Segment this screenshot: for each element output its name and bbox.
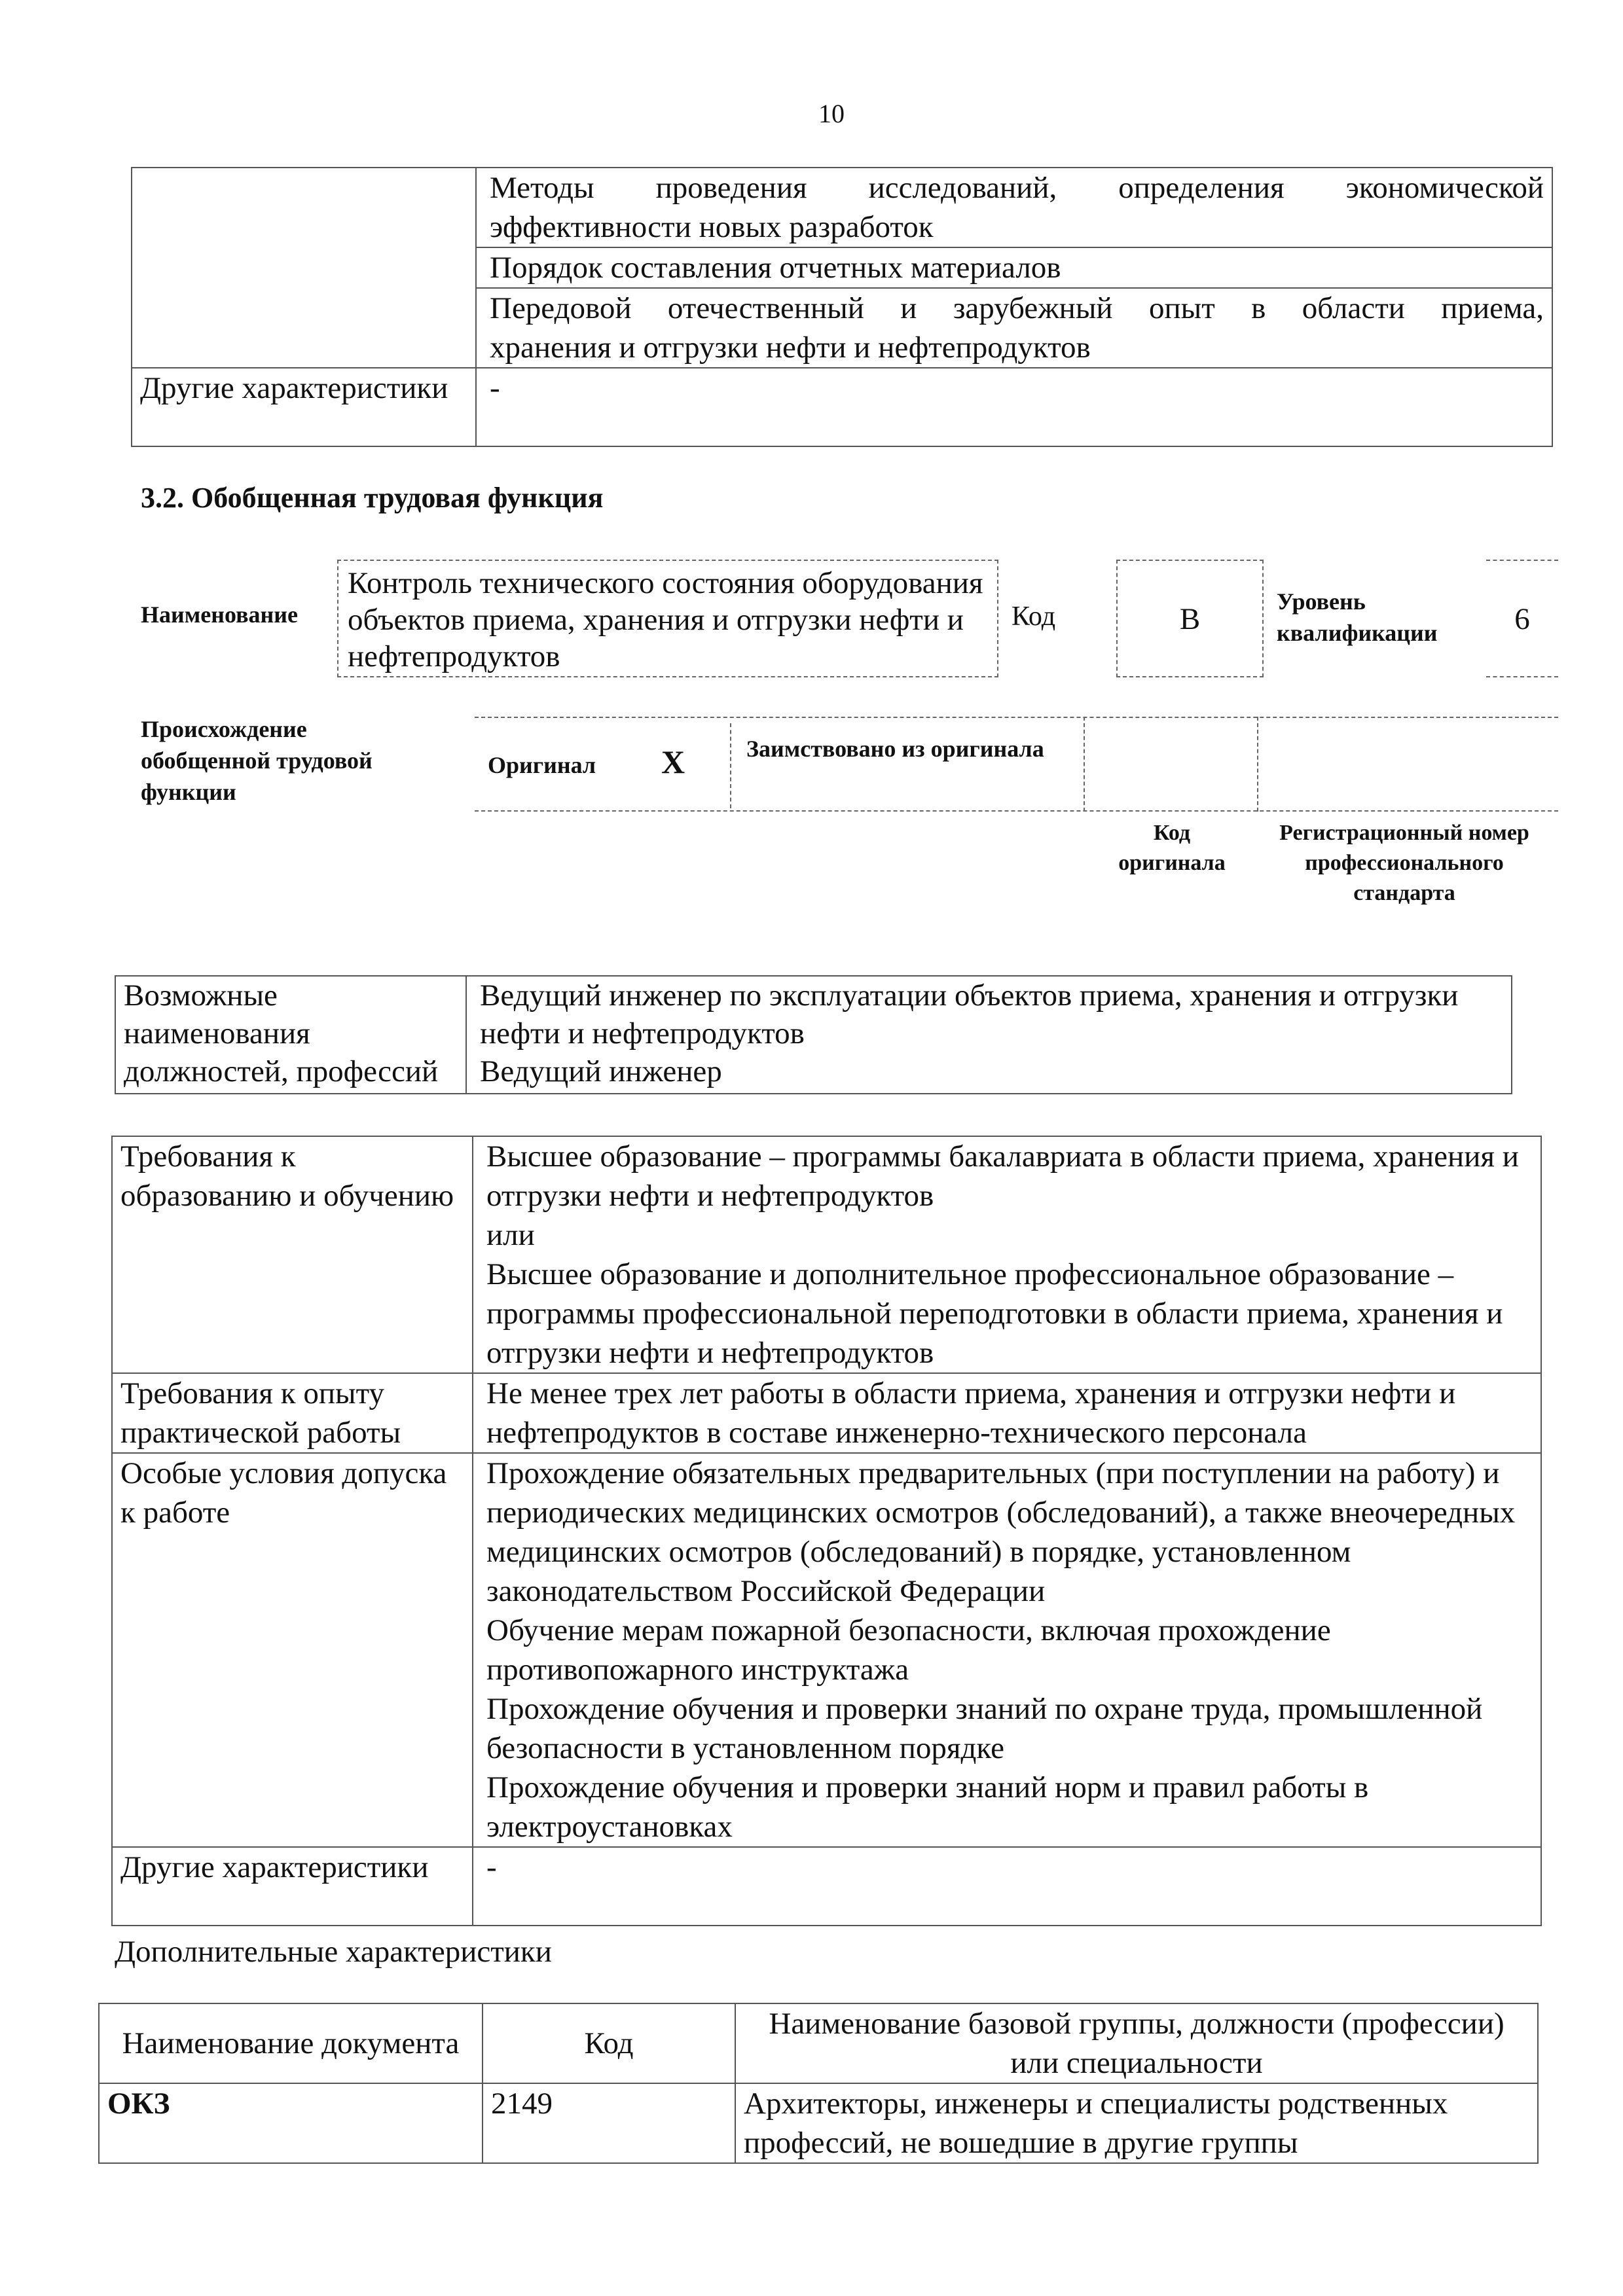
experience-label: Требования к опыту практической работы [112, 1373, 473, 1453]
additional-col-name: Наименование базовой группы, должности (профессии) или специальности [735, 2003, 1538, 2083]
additional-table [98, 2003, 1539, 2164]
positions-value: Ведущий инженер по эксплуатации объектов приема, хранения и отгрузки нефти и нефтепродуктов Ведущий инженер [466, 976, 1512, 1094]
additional-col-doc: Наименование документа [99, 2003, 483, 2083]
education-label: Требования к образованию и обучению [112, 1136, 473, 1373]
positions-table [115, 975, 1512, 1094]
borrowed-label: Заимствовано из оригинала [746, 736, 1044, 762]
additional-col-code: Код [483, 2003, 735, 2083]
page-number: 10 [818, 99, 845, 128]
req-other-value: - [473, 1847, 1541, 1926]
other-characteristics-value: - [476, 368, 1552, 446]
knowledge-row-3: Передовой отечественный и зарубежный опыт в области приема, хранения и отгрузки нефти и нефтепродуктов [476, 288, 1552, 368]
section-title: 3.2. Обобщенная трудовая функция [141, 482, 604, 514]
knowledge-row-2: Порядок составления отчетных материалов [476, 247, 1552, 288]
origin-divider-3 [1257, 717, 1258, 812]
knowledge-left-empty [132, 168, 476, 368]
level-value-box [1486, 560, 1558, 677]
other-characteristics-label: Другие характеристики [132, 368, 476, 446]
code-label: Код [1012, 601, 1056, 632]
positions-label: Возможные наименования должностей, профессий [115, 976, 466, 1094]
additional-row-code: 2149 [483, 2083, 735, 2163]
origin-divider-2 [1084, 717, 1085, 812]
level-value: 6 [1514, 602, 1530, 636]
naming-value-box [337, 560, 998, 677]
req-other-label: Другие характеристики [112, 1847, 473, 1926]
code-original-label: Код оригинала [1118, 821, 1226, 875]
code-value: В [1179, 602, 1201, 636]
education-value: Высшее образование – программы бакалавриата в области приема, хранения и отгрузки нефти и нефтепродуктов или Высшее образование и дополнительное профессиональное образование – программы профессиональной переподготовки в области приема, хранения и отгрузки нефти и нефтепродуктов [473, 1136, 1541, 1373]
additional-row-name: Архитекторы, инженеры и специалисты родственных профессий, не вошедшие в другие группы [735, 2083, 1538, 2163]
origin-divider-1 [730, 723, 731, 808]
naming-value: Контроль технического состояния оборудования объектов приема, хранения и отгрузки нефти и нефтепродуктов [348, 566, 983, 673]
original-mark: X [661, 744, 685, 780]
knowledge-row-1: Методы проведения исследований, определения экономической эффективности новых разработок [476, 168, 1552, 247]
origin-label: Происхождение обобщенной трудовой функции [141, 716, 373, 805]
original-label: Оригинал [488, 752, 596, 778]
code-value-box [1116, 560, 1264, 677]
knowledge-table [131, 167, 1553, 447]
level-label: Уровень квалификации [1277, 588, 1438, 646]
requirements-table [111, 1136, 1542, 1926]
additional-title: Дополнительные характеристики [115, 1935, 552, 1969]
special-conditions-value: Прохождение обязательных предварительных (при поступлении на работу) и периодических медицинских осмотров (обследований), а также внеочередных медицинских осмотров (обследований) в порядке, установленном законодательством Российской Федерации Обучение мерам пожарной безопасности, включая прохождение противопожарного инструктажа Прохождение обучения и проверки знаний по охране труда, промышленной безопасности в установленном порядке Прохождение обучения и проверки знаний норм и правил работы в электроустановках [473, 1453, 1541, 1847]
additional-row-doc: ОКЗ [99, 2083, 483, 2163]
experience-value: Не менее трех лет работы в области приема, хранения и отгрузки нефти и нефтепродуктов в составе инженерно-технического персонала [473, 1373, 1541, 1453]
naming-label: Наименование [141, 601, 298, 628]
special-conditions-label: Особые условия допуска к работе [112, 1453, 473, 1847]
reg-number-label: Регистрационный номер профессионального стандарта [1279, 821, 1529, 905]
